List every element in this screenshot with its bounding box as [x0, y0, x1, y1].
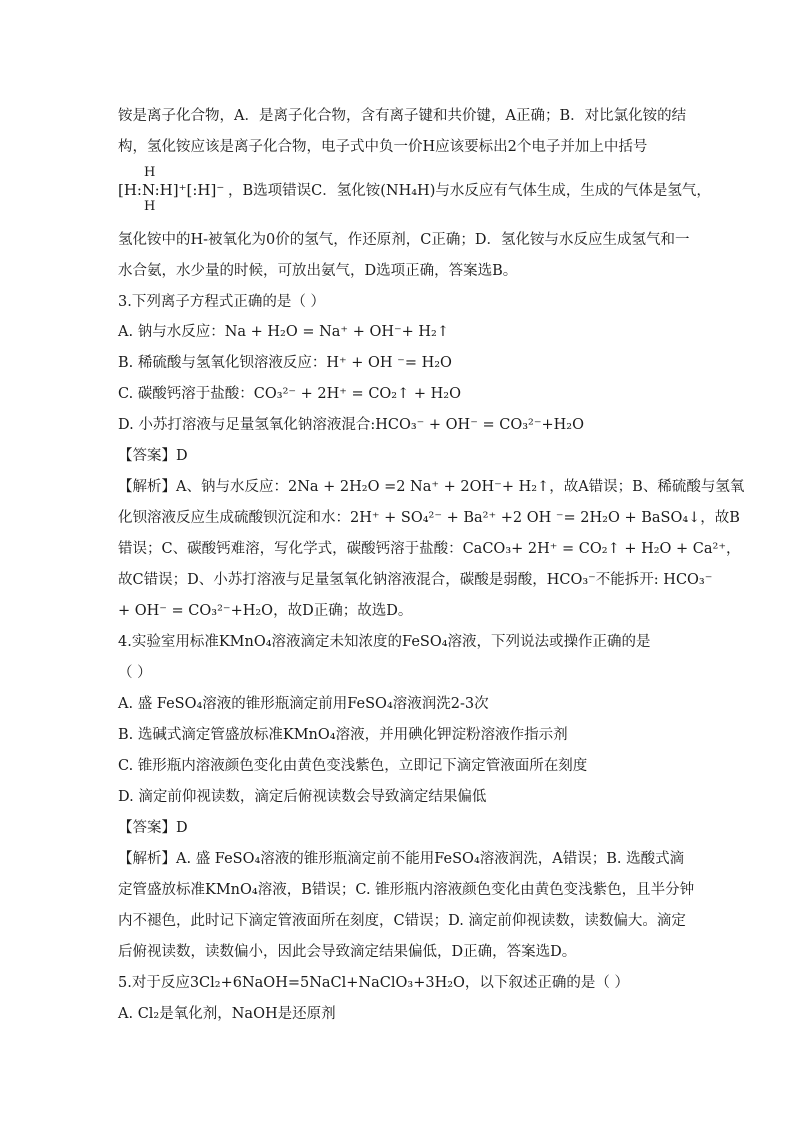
text-line: 铵是离子化合物，A．是离子化合物，含有离子键和共价键，A正确；B．对比氯化铵的结 — [118, 108, 687, 124]
analysis-line: 【解析】A、钠与水反应：2Na + 2H₂O =2 Na⁺ + 2OH⁻+ H₂↑，故A错误；B、稀硫酸与氢氧 — [118, 479, 745, 495]
analysis-line: 【解析】A. 盛 FeSO₄溶液的锥形瓶滴定前不能用FeSO₄溶液润洗，A错误；B. 选酸式滴 — [118, 851, 685, 867]
question-5: 5.对于反应3Cl₂+6NaOH=5NaCl+NaClO₃+3H₂O，以下叙述正确的是（ ） — [118, 975, 630, 991]
option-a: A. 盛 FeSO₄溶液的锥形瓶滴定前用FeSO₄溶液润洗2-3次 — [118, 696, 489, 712]
question-3: 3.下列离子方程式正确的是（ ） — [118, 294, 325, 310]
option-c: C. 碳酸钙溶于盐酸：CO₃²⁻ + 2H⁺ = CO₂↑ + H₂O — [118, 386, 461, 402]
question-4: 4.实验室用标准KMnO₄溶液滴定未知浓度的FeSO₄溶液，下列说法或操作正确的是 — [118, 634, 651, 650]
formula-top-h: H — [144, 165, 156, 180]
analysis-line: 后俯视读数，读数偏小，因此会导致滴定结果偏低，D正确，答案选D。 — [118, 944, 577, 960]
answer-label: 【答案】D — [118, 820, 188, 836]
analysis-line: + OH⁻ = CO₃²⁻+H₂O，故D正确；故选D。 — [118, 603, 413, 619]
analysis-line: 内不褪色，此时记下滴定管液面所在刻度，C错误；D. 滴定前仰视读数，读数偏大。滴定 — [118, 913, 686, 929]
analysis-line: 化钡溶液反应生成硫酸钡沉淀和水：2H⁺ + SO₄²⁻ + Ba²⁺ +2 OH ⁻= 2H₂O + BaSO₄↓，故B — [118, 510, 740, 526]
analysis-line: 定管盛放标准KMnO₄溶液，B错误；C. 锥形瓶内溶液颜色变化由黄色变浅紫色，且半分钟 — [118, 882, 695, 898]
formula-main: [H:N:H]⁺[:H]⁻ — [118, 181, 225, 199]
formula-bottom-h: H — [144, 199, 156, 214]
option-a: A. 钠与水反应：Na + H₂O = Na⁺ + OH⁻+ H₂↑ — [118, 324, 450, 340]
question-4-paren: （ ） — [118, 665, 152, 681]
text-line: 构，氢化铵应该是离子化合物，电子式中负一价H应该要标出2个电子并加上中括号 — [118, 139, 648, 155]
analysis-line: 错误；C、碳酸钙难溶，写化学式，碳酸钙溶于盐酸：CaCO₃+ 2H⁺ = CO₂↑ + H₂O + Ca²⁺， — [118, 541, 741, 557]
option-b: B. 选碱式滴定管盛放标准KMnO₄溶液，并用碘化钾淀粉溶液作指示剂 — [118, 727, 568, 743]
option-d: D. 小苏打溶液与足量氢氧化钠溶液混合:HCO₃⁻ + OH⁻ = CO₃²⁻+H₂O — [118, 417, 584, 433]
text-line: 水合氨，水少量的时候，可放出氨气，D选项正确，答案选B。 — [118, 263, 518, 279]
electron-formula — [118, 165, 228, 215]
answer-label: 【答案】D — [118, 448, 188, 464]
text-line: ，B选项错误C．氢化铵(NH₄H)与水反应有气体生成，生成的气体是氢气， — [228, 183, 711, 199]
option-d: D. 滴定前仰视读数，滴定后俯视读数会导致滴定结果偏低 — [118, 789, 487, 805]
option-c: C. 锥形瓶内溶液颜色变化由黄色变浅紫色，立即记下滴定管液面所在刻度 — [118, 758, 588, 774]
option-a: A. Cl₂是氧化剂，NaOH是还原剂 — [118, 1006, 336, 1022]
analysis-line: 故C错误；D、小苏打溶液与足量氢氧化钠溶液混合，碳酸是弱酸，HCO₃⁻不能拆开: HCO₃⁻ — [118, 572, 713, 588]
option-b: B. 稀硫酸与氢氧化钡溶液反应：H⁺ + OH ⁻= H₂O — [118, 355, 452, 371]
text-line: 氢化铵中的H-被氧化为0价的氢气，作还原剂，C正确；D．氢化铵与水反应生成氢气和一 — [118, 232, 690, 248]
